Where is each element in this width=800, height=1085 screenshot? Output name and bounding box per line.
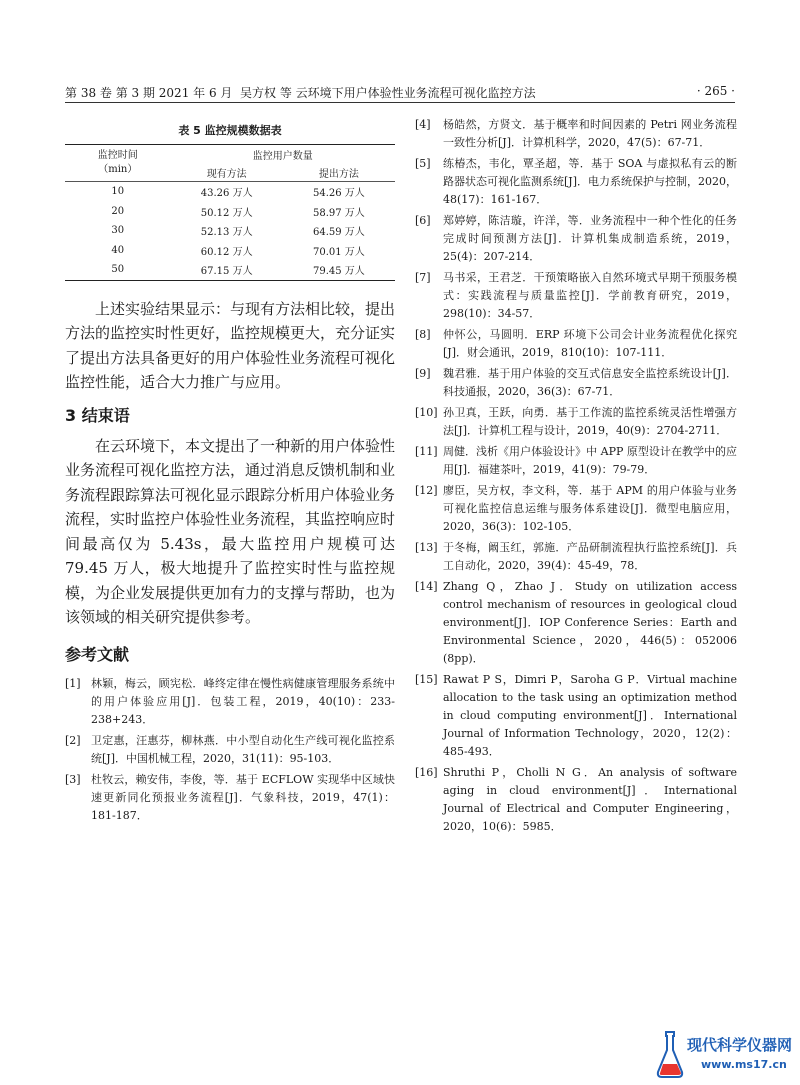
- cell-time: 40: [111, 244, 125, 256]
- reference-text: 孙卫真，王跃，向勇．基于工作流的监控系统灵活性增强方法[J]．计算机工程与设计，2019，40(9)：2704-2711．: [443, 406, 737, 437]
- cell-proposed: 64.59 万人: [312, 227, 365, 239]
- reference-number: [14]: [415, 580, 438, 593]
- reference-number: [15]: [415, 673, 438, 686]
- group-header-users: 监控用户数量: [171, 145, 395, 164]
- reference-number: [7]: [415, 271, 431, 284]
- reference-number: [1]: [65, 676, 81, 690]
- reference-item: [415, 539, 737, 575]
- reference-text: 练椿杰，韦化，覃圣超，等．基于 SOA 与虚拟私有云的断路器状态可视化监测系统[J]．电力系统保护与控制，2020，48(17)：161-167．: [443, 157, 737, 206]
- logo-url: www.ms17.cn: [701, 1058, 787, 1071]
- reference-item: [65, 771, 395, 825]
- table-caption: 表 5 监控规模数据表: [178, 124, 282, 137]
- cell-existing: 43.26 万人: [200, 188, 253, 200]
- reference-item: [415, 326, 737, 362]
- reference-text: 林颖，梅云，顾宪松．峰终定律在慢性病健康管理服务系统中的用户体验应用[J]．包装工程，2019，40(10)：233-238+243．: [91, 676, 395, 726]
- col-header-time: 监控时间 （min）: [65, 145, 171, 182]
- reference-text: 卫定惠，汪惠芬，柳林燕．中小型自动化生产线可视化监控系统[J]．中国机械工程，2020，31(11)：95-103．: [91, 733, 395, 765]
- cell-time: 30: [111, 225, 125, 237]
- reference-text: 魏君雅．基于用户体验的交互式信息安全监控系统设计[J]．科技通报，2020，36(3)：67-71．: [443, 367, 737, 398]
- reference-item: [415, 482, 737, 536]
- cell-proposed: 54.26 万人: [312, 188, 365, 200]
- reference-number: [4]: [415, 118, 431, 131]
- reference-number: [2]: [65, 733, 81, 747]
- cell-existing: 52.13 万人: [200, 227, 253, 239]
- test-tube-icon: [655, 1030, 685, 1080]
- reference-number: [12]: [415, 484, 438, 497]
- cell-proposed: 70.01 万人: [312, 246, 365, 258]
- cell-time: 10: [111, 186, 125, 198]
- reference-number: [13]: [415, 541, 438, 554]
- page-number: · 265 ·: [696, 84, 735, 98]
- table-row: [65, 260, 395, 280]
- reference-number: [6]: [415, 214, 431, 227]
- col-header-existing: 现有方法: [171, 163, 283, 182]
- reference-item: [415, 443, 737, 479]
- reference-item: [415, 404, 737, 440]
- table-row: [65, 182, 395, 202]
- table-row: [65, 221, 395, 241]
- reference-number: [8]: [415, 328, 431, 341]
- reference-item: [415, 212, 737, 266]
- reference-number: [9]: [415, 367, 431, 380]
- cell-time: 50: [65, 260, 171, 280]
- reference-number: [5]: [415, 157, 431, 170]
- cell-existing: 60.12 万人: [200, 246, 253, 258]
- monitoring-scale-table: [65, 144, 395, 281]
- reference-item: [415, 155, 737, 209]
- site-watermark-logo: [655, 1030, 800, 1082]
- reference-item: [415, 671, 737, 761]
- logo-name: 现代科学仪器网: [687, 1036, 793, 1054]
- results-paragraph: 上述实验结果显示：与现有方法相比较，提出方法的监控实时性更好，监控规模更大，充分证实了提出方法具备更好的用户体验性业务流程可视化监控性能，适合大力推广与应用。: [65, 299, 396, 391]
- running-header: [65, 84, 735, 103]
- reference-number: [3]: [65, 772, 81, 786]
- reference-text: 杨皓然，方贤文．基于概率和时间因素的 Petri 网业务流程一致性分析[J]．计算机科学，2020，47(5)：67-71．: [443, 118, 737, 149]
- reference-text: 郑婷婷，陈洁璇，许洋，等．业务流程中一种个性化的任务完成时间预测方法[J]．计算机集成制造系统，2019，25(4)：207-214．: [443, 214, 737, 263]
- reference-text: Zhang Q，Zhao J．Study on utilization access control mechanism of resources in geological cloud environment[J]．IOP Conference Series：Earth and Environmental Science，2020，446(5)：052006 (8pp)．: [443, 580, 737, 665]
- cell-proposed: 58.97 万人: [312, 207, 365, 219]
- table-row: [65, 202, 395, 222]
- reference-text: Rawat P S，Dimri P，Saroha G P．Virtual machine allocation to the task using an optimization method in cloud computing environment[J]．International Journal of Information Technology，2020，12(2)：485-493．: [443, 673, 737, 758]
- journal-issue: 第 38 卷 第 3 期 2021 年 6 月: [65, 86, 233, 100]
- reference-item: [415, 269, 737, 323]
- header-title: 吴方权 等 云环境下用户体验性业务流程可视化监控方法: [240, 86, 536, 100]
- reference-item: [65, 675, 395, 729]
- reference-text: 于冬梅，阚玉红，郭施．产品研制流程执行监控系统[J]．兵工自动化，2020，39(4)：45-49，78．: [443, 541, 737, 572]
- reference-text: 杜牧云，赖安伟，李俊，等．基于 ECFLOW 实现华中区域快速更新同化预报业务流程[J]．气象科技，2019，47(1)：181-187．: [91, 772, 395, 822]
- right-column: [415, 116, 737, 839]
- reference-text: 马书采，王君芝．干预策略嵌入自然环境式早期干预服务模式：实践流程与质量监控[J]．学前教育研究，2019，298(10)：34-57．: [443, 271, 737, 320]
- reference-item: [415, 116, 737, 152]
- reference-text: 仲怀公，马圆明．ERP 环境下公司会计业务流程优化探究[J]．财会通讯，2019，810(10)：107-111．: [443, 328, 737, 359]
- reference-item: [415, 365, 737, 401]
- col-header-proposed: 提出方法: [283, 163, 395, 182]
- reference-item: [415, 764, 737, 836]
- reference-item: [65, 732, 395, 768]
- section-heading: 3 结束语: [65, 405, 130, 425]
- reference-number: [10]: [415, 406, 438, 419]
- cell-existing: 67.15 万人: [171, 260, 283, 280]
- reference-number: [16]: [415, 766, 438, 779]
- reference-text: 廖臣，吴方权，李文科，等．基于 APM 的用户体验与业务可视化监控信息运维与服务体系建设[J]．微型电脑应用，2020，36(3)：102-105．: [443, 484, 737, 533]
- table-row: [65, 241, 395, 261]
- reference-text: 周健．浅析《用户体验设计》中 APP 原型设计在教学中的应用[J]．福建茶叶，2019，41(9)：79-79．: [443, 445, 737, 476]
- cell-proposed: 79.45 万人: [283, 260, 395, 280]
- conclusion-paragraph: 在云环境下，本文提出了一种新的用户体验性业务流程可视化监控方法，通过消息反馈机制和业务流程跟踪算法可视化显示跟踪分析用户体验业务流程，实时监控户体验性业务流程，其监控响应时间最高仅为 5.43s，最大监控用户规模可达 79.45 万人，极大地提升了监控实时性与监控规模，为企业发展提供更加有力的支撑与帮助，也为该领域的相关研究提供参考。: [65, 436, 396, 626]
- reference-number: [11]: [415, 445, 438, 458]
- reference-item: [415, 578, 737, 668]
- references-heading: 参考文献: [65, 644, 130, 664]
- left-column: [65, 116, 395, 828]
- cell-existing: 50.12 万人: [200, 207, 253, 219]
- reference-text: Shruthi P，Cholli N G．An analysis of software aging in cloud environment[J]．International Journal of Electrical and Computer Engineering，2020，10(6)：5985．: [443, 766, 737, 833]
- cell-time: 20: [111, 205, 125, 217]
